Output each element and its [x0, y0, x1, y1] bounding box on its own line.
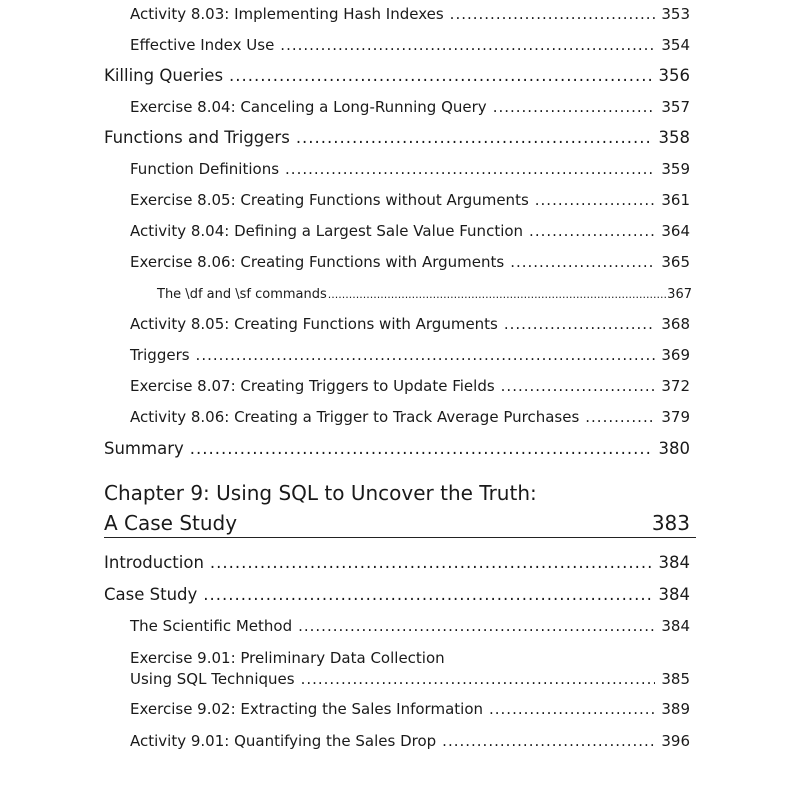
- toc-entry-page: 368: [661, 315, 690, 333]
- chapter-title-line1: Chapter 9: Using SQL to Uncover the Truth:: [104, 481, 537, 505]
- toc-entry-page: 396: [661, 732, 690, 750]
- toc-subentry-page: 367: [667, 287, 692, 302]
- leader-dots: [493, 98, 656, 116]
- toc-entry-title: Exercise 8.06: Creating Functions with Arguments: [130, 253, 505, 271]
- toc-entry-page: 384: [661, 617, 690, 635]
- toc-entry-title: Activity 8.05: Creating Functions with Arguments: [130, 315, 498, 333]
- toc-subentry[interactable]: [157, 287, 692, 302]
- toc-entry[interactable]: [130, 617, 690, 635]
- leader-dots: [296, 128, 653, 147]
- chapter-divider: [104, 537, 696, 538]
- toc-section[interactable]: [104, 128, 690, 147]
- leader-dots: [489, 700, 655, 718]
- leader-dots: [585, 408, 655, 426]
- toc-subentry-title: The \df and \sf commands: [157, 287, 327, 302]
- toc-entry-title: The Scientific Method: [130, 617, 293, 635]
- toc-entry-page: 372: [661, 377, 690, 395]
- toc-section-title: Case Study: [104, 585, 198, 604]
- chapter-heading[interactable]: [104, 478, 690, 538]
- toc-entry[interactable]: [130, 98, 690, 116]
- leader-dots: [210, 553, 653, 572]
- leader-dots: [442, 732, 655, 750]
- leader-dots: [285, 160, 655, 178]
- toc-section[interactable]: [104, 439, 690, 458]
- leader-dots: [203, 585, 652, 604]
- leader-dots: [328, 288, 666, 301]
- toc-entry-title-line1: Exercise 9.01: Preliminary Data Collection: [130, 649, 445, 667]
- leader-dots: [535, 191, 656, 209]
- leader-dots: [196, 346, 656, 364]
- toc-section-title: Killing Queries: [104, 66, 224, 85]
- toc-entry[interactable]: [130, 315, 690, 333]
- toc-entry-page: 369: [661, 346, 690, 364]
- toc-entry-page: 354: [661, 36, 690, 54]
- toc-entry-page: 379: [661, 408, 690, 426]
- toc-entry[interactable]: [130, 732, 690, 750]
- chapter-title-line2: A Case Study: [104, 511, 238, 535]
- toc-entry[interactable]: [130, 377, 690, 395]
- toc-entry[interactable]: [130, 160, 690, 178]
- toc-entry[interactable]: [130, 408, 690, 426]
- toc-entry-title: Exercise 8.05: Creating Functions without Arguments: [130, 191, 529, 209]
- toc-entry-page: 361: [661, 191, 690, 209]
- leader-dots: [190, 439, 653, 458]
- toc-entry-page: 365: [661, 253, 690, 271]
- chapter-page: 383: [651, 511, 690, 535]
- toc-entry-page: 359: [661, 160, 690, 178]
- leader-dots: [280, 36, 655, 54]
- toc-entry-title: Effective Index Use: [130, 36, 275, 54]
- toc-section-page: 356: [658, 66, 690, 85]
- toc-entry-page: 364: [661, 222, 690, 240]
- toc-entry[interactable]: [130, 5, 690, 23]
- toc-section-page: 380: [658, 439, 690, 458]
- toc-section-title: Introduction: [104, 553, 204, 572]
- leader-dots: [298, 617, 655, 635]
- toc-section-page: 358: [658, 128, 690, 147]
- toc-entry[interactable]: [130, 36, 690, 54]
- toc-entry[interactable]: [130, 253, 690, 271]
- toc-entry-title: Function Definitions: [130, 160, 280, 178]
- toc-section-title: Functions and Triggers: [104, 128, 290, 147]
- toc-entry-title: Using SQL Techniques: [130, 670, 295, 688]
- toc-entry[interactable]: [130, 222, 690, 240]
- toc-section[interactable]: [104, 66, 690, 85]
- toc-entry-title: Activity 8.06: Creating a Trigger to Track Average Purchases: [130, 408, 580, 426]
- toc-entry-page: 357: [661, 98, 690, 116]
- toc-entry[interactable]: [130, 648, 690, 690]
- toc-entry[interactable]: [130, 700, 690, 718]
- toc-entry-page: 385: [661, 670, 690, 688]
- toc-section[interactable]: [104, 553, 690, 572]
- leader-dots: [504, 315, 655, 333]
- toc-section-page: 384: [658, 585, 690, 604]
- toc-entry-title: Exercise 9.02: Extracting the Sales Information: [130, 700, 483, 718]
- toc-section-page: 384: [658, 553, 690, 572]
- toc-entry-title: Activity 8.04: Defining a Largest Sale Value Function: [130, 222, 524, 240]
- toc-entry-page: 353: [661, 5, 690, 23]
- toc-entry-title: Exercise 8.07: Creating Triggers to Update Fields: [130, 377, 495, 395]
- leader-dots: [301, 669, 656, 690]
- toc-entry[interactable]: [130, 191, 690, 209]
- leader-dots: [229, 66, 652, 85]
- toc-entry-title: Exercise 8.04: Canceling a Long-Running Query: [130, 98, 487, 116]
- toc-entry[interactable]: [130, 346, 690, 364]
- leader-dots: [450, 5, 656, 23]
- leader-dots: [510, 253, 655, 271]
- toc-section[interactable]: [104, 585, 690, 604]
- leader-dots: [529, 222, 655, 240]
- toc-entry-page: 389: [661, 700, 690, 718]
- leader-dots: [501, 377, 656, 395]
- toc-entry-title: Activity 9.01: Quantifying the Sales Drop: [130, 732, 437, 750]
- toc-section-title: Summary: [104, 439, 184, 458]
- toc-entry-title: Triggers: [130, 346, 190, 364]
- toc-entry-title: Activity 8.03: Implementing Hash Indexes: [130, 5, 444, 23]
